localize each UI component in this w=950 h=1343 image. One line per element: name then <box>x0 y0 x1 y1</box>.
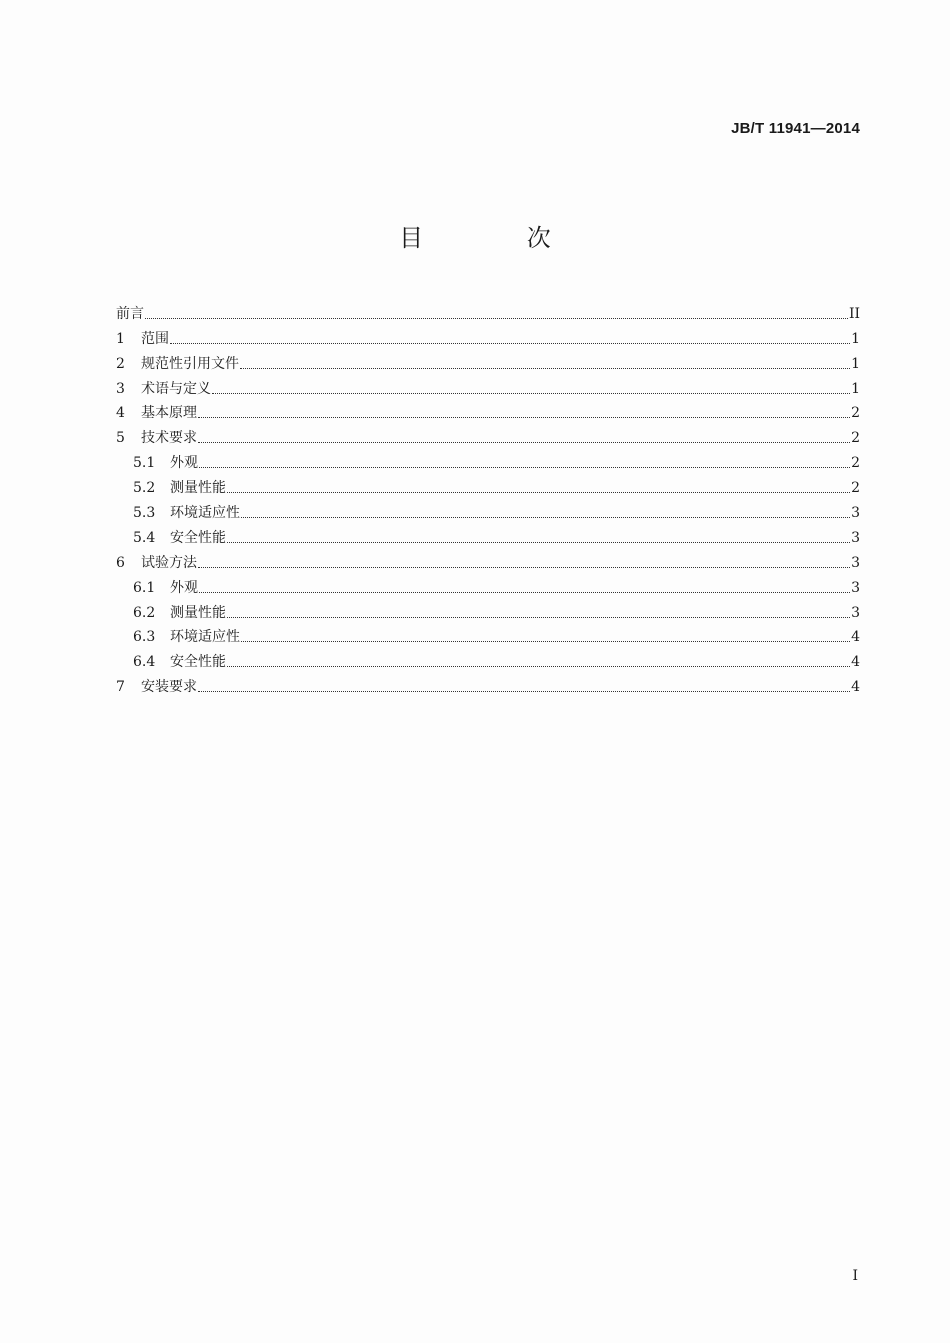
toc-entry[interactable] <box>116 597 860 622</box>
toc-entry[interactable] <box>116 497 860 522</box>
toc-entry[interactable] <box>116 522 860 547</box>
toc-entry-page: 2 <box>851 430 860 447</box>
dot-leader <box>241 516 850 518</box>
dot-leader <box>198 441 850 443</box>
dot-leader <box>145 317 848 319</box>
toc-entry-label: 测量性能 <box>170 604 226 621</box>
toc-entry[interactable] <box>116 572 860 597</box>
toc-entry-number: 7 <box>116 679 125 696</box>
toc-entry-page: 4 <box>851 654 860 671</box>
toc-entry-page: 3 <box>851 505 860 522</box>
toc-entry[interactable] <box>116 422 860 447</box>
dot-leader <box>227 665 850 667</box>
toc-entry-page: 1 <box>851 355 860 372</box>
toc-entry-number: 6.3 <box>133 629 156 646</box>
toc-entry-label: 前言 <box>116 305 144 322</box>
toc-entry-number: 6 <box>116 554 125 571</box>
dot-leader <box>198 690 850 692</box>
page-title: 目 次 <box>399 224 599 252</box>
toc-entry-page: II <box>848 305 860 322</box>
dot-leader <box>198 566 850 568</box>
toc-entry[interactable] <box>116 472 860 497</box>
toc-entry-label: 术语与定义 <box>141 380 211 397</box>
toc-entry[interactable] <box>116 646 860 671</box>
toc-entry-page: 2 <box>851 480 860 497</box>
dot-leader <box>170 342 850 344</box>
toc-entry-page: 2 <box>851 455 860 472</box>
toc-entry-number: 5.4 <box>133 529 156 546</box>
toc-entry[interactable] <box>116 671 860 696</box>
page-number: I <box>852 1268 858 1284</box>
toc-entry-number: 2 <box>116 355 125 372</box>
toc-entry[interactable] <box>116 348 860 373</box>
toc-entry-page: 4 <box>851 679 860 696</box>
toc-entry-label: 环境适应性 <box>170 505 240 522</box>
toc-entry-label: 范围 <box>141 330 169 347</box>
dot-leader <box>241 640 850 642</box>
toc-entry-page: 1 <box>851 330 860 347</box>
toc-entry-label: 安全性能 <box>170 529 226 546</box>
toc-entry-page: 2 <box>851 405 860 422</box>
toc-entry-number: 1 <box>116 330 125 347</box>
toc-entry-number: 4 <box>116 405 125 422</box>
toc-entry-number: 6.4 <box>133 654 156 671</box>
toc-entry-number: 5.2 <box>133 480 156 497</box>
toc-entry-number: 3 <box>116 380 125 397</box>
toc-entry-label: 规范性引用文件 <box>141 355 239 372</box>
toc-entry-page: 3 <box>851 529 860 546</box>
toc-entry-label: 试验方法 <box>141 554 197 571</box>
dot-leader <box>227 491 850 493</box>
toc-entry[interactable] <box>116 622 860 647</box>
toc-entry-label: 环境适应性 <box>170 629 240 646</box>
toc-entry-label: 安装要求 <box>141 679 197 696</box>
toc-entry-number: 5.1 <box>133 455 156 472</box>
dot-leader <box>240 367 850 369</box>
dot-leader <box>198 416 850 418</box>
toc-entry-number: 6.1 <box>133 579 156 596</box>
toc-entry[interactable] <box>116 447 860 472</box>
toc-entry-label: 技术要求 <box>141 430 197 447</box>
toc-entry-page: 4 <box>851 629 860 646</box>
toc-entry-label: 外观 <box>170 579 198 596</box>
toc-entry-label: 安全性能 <box>170 654 226 671</box>
dot-leader <box>199 466 850 468</box>
toc-entry-label: 外观 <box>170 455 198 472</box>
toc-entry-label: 测量性能 <box>170 480 226 497</box>
toc-entry[interactable] <box>116 373 860 398</box>
toc-entry[interactable] <box>116 298 860 323</box>
standard-code: JB/T 11941—2014 <box>731 120 860 137</box>
toc-entry-label: 基本原理 <box>141 405 197 422</box>
dot-leader <box>227 616 850 618</box>
toc-entry-page: 3 <box>851 554 860 571</box>
table-of-contents <box>116 298 860 696</box>
dot-leader <box>199 591 850 593</box>
toc-entry-number: 5.3 <box>133 505 156 522</box>
toc-entry-number: 6.2 <box>133 604 156 621</box>
toc-entry[interactable] <box>116 323 860 348</box>
toc-entry-page: 3 <box>851 604 860 621</box>
toc-entry-number: 5 <box>116 430 125 447</box>
toc-entry[interactable] <box>116 547 860 572</box>
toc-entry[interactable] <box>116 398 860 423</box>
toc-entry-page: 1 <box>851 380 860 397</box>
toc-entry-page: 3 <box>851 579 860 596</box>
dot-leader <box>227 541 850 543</box>
dot-leader <box>212 392 850 394</box>
